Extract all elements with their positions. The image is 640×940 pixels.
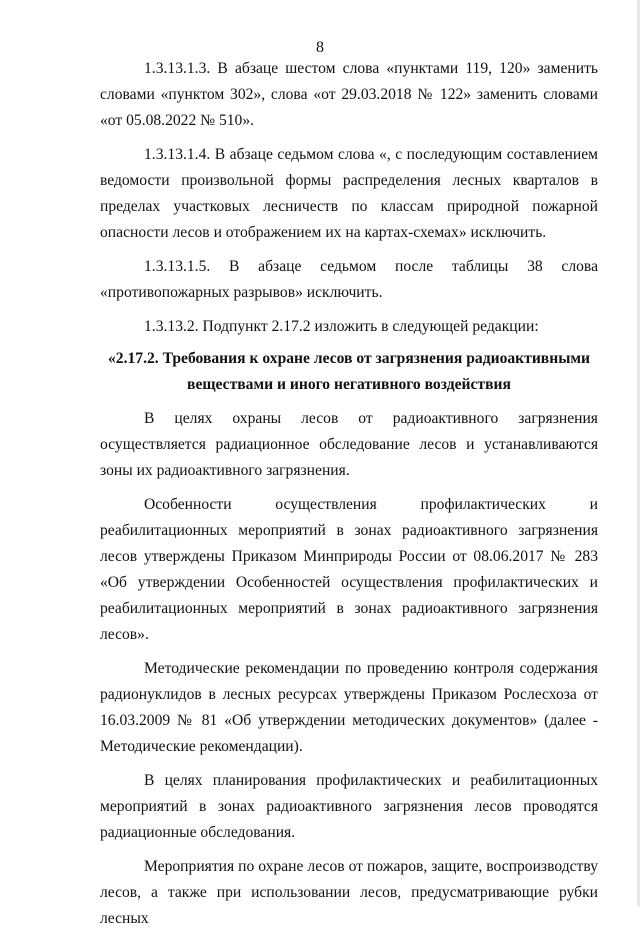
paragraph-1-3-13-1-3: 1.3.13.1.3. В абзаце шестом слова «пунктами 119, 120» заменить словами «пунктом 302», слова «от 29.03.2018 № 122» заменить словами «от 05.08.2022 № 510». xyxy=(100,60,598,129)
paragraph-1-3-13-1-5: 1.3.13.1.5. В абзаце седьмом после таблицы 38 слова «противопожарных разрывов» исключить. xyxy=(100,258,598,301)
paragraph-features-order: Особенности осуществления профилактических и реабилитационных мероприятий в зонах радиоактивного загрязнения лесов утверждены Приказом Минприроды России от 08.06.2017 № 283 «Об утверждении Особенностей осуществления профилактических и реабилитационных мероприятий в зонах радиоактивного загрязнения лесов». xyxy=(100,496,598,643)
paragraph-planning-surveys: В целях планирования профилактических и реабилитационных мероприятий в зонах радиоактивного загрязнения лесов проводятся радиационные обследования. xyxy=(100,772,598,841)
paragraph-radiation-survey: В целях охраны лесов от радиоактивного загрязнения осуществляется радиационное обследование лесов и устанавливаются зоны их радиоактивного загрязнения. xyxy=(100,410,598,479)
page-number: 8 xyxy=(316,39,324,56)
paragraph-fire-protection-measures: Мероприятия по охране лесов от пожаров, защите, воспроизводству лесов, а также при использовании лесов, предусматривающие рубки лесных xyxy=(100,858,598,927)
paragraph-1-3-13-2: 1.3.13.2. Подпункт 2.17.2 изложить в следующей редакции: xyxy=(144,318,539,335)
section-heading-2-17-2: «2.17.2. Требования к охране лесов от загрязнения радиоактивными веществами и иного негативного воздействия xyxy=(107,350,590,393)
paragraph-methodical-recommendations: Методические рекомендации по проведению контроля содержания радионуклидов в лесных ресурсах утверждены Приказом Рослесхоза от 16.03.2009 № 81 «Об утверждении методических документов» (далее - Методические рекомендации). xyxy=(100,660,598,755)
paragraph-1-3-13-1-4: 1.3.13.1.4. В абзаце седьмом слова «, с последующим составлением ведомости произвольной формы распределения лесных кварталов в пределах участковых лесничеств по классам природной пожарной опасности лесов и отображением их на картах-схемах» исключить. xyxy=(100,146,598,241)
document-body xyxy=(100,56,598,940)
